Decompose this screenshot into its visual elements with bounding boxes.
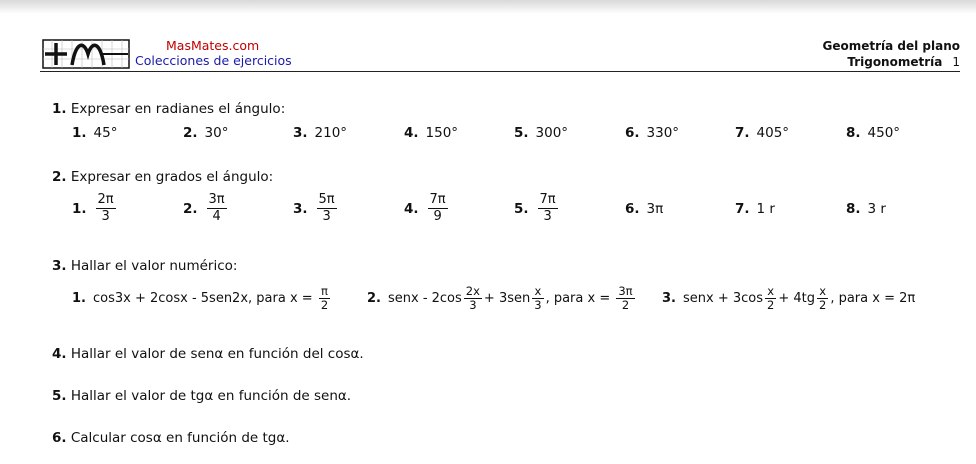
q2-item: 2. $\frac{3\pi}{4}$ — [183, 192, 225, 224]
topic-title: Trigonometría — [847, 55, 943, 69]
question-2: 2. Expresar en grados el ángulo: — [52, 169, 274, 185]
q2-item: 1. $\frac{2\pi}{3}$ — [72, 192, 114, 224]
page-number: 1 — [952, 55, 960, 69]
subject-title: Geometría del plano — [822, 39, 960, 53]
masmates-logo — [42, 39, 130, 69]
q2-item: 5. $\frac{7\pi}{3}$ — [514, 192, 556, 224]
q1-item: 4. 150° — [404, 125, 459, 141]
q1-item: 3. 210° — [293, 125, 348, 141]
question-2-title: Expresar en grados el ángulo: — [70, 169, 274, 185]
question-6-title: Calcular cosα en función de tgα. — [70, 430, 290, 446]
q3-expression-1: 1. cos3x + 2cosx - 5sen2x, para x = $\frac{\pi}{2}$ — [72, 284, 329, 312]
q1-item: 8. 450° — [846, 125, 901, 141]
q2-item: 4. $\frac{7\pi}{9}$ — [404, 192, 446, 224]
question-4-title: Hallar el valor de senα en función del cosα. — [70, 346, 364, 362]
question-5-title: Hallar el valor de tgα en función de senα. — [70, 388, 352, 404]
site-name[interactable]: MasMates.com — [166, 38, 260, 53]
question-1-title: Expresar en radianes el ángulo: — [70, 101, 286, 117]
q2-item: 7. 1 r — [735, 201, 775, 217]
brand-text — [135, 38, 292, 68]
question-6: 6. Calcular cosα en función de tgα. — [52, 430, 290, 446]
question-4: 4. Hallar el valor de senα en función del cosα. — [52, 346, 364, 362]
header-divider — [40, 71, 960, 72]
q1-item: 5. 300° — [514, 125, 569, 141]
question-3: 3. Hallar el valor numérico: — [52, 258, 238, 274]
q1-item: 6. 330° — [625, 125, 680, 141]
collection-name[interactable]: Colecciones de ejercicios — [135, 53, 292, 68]
q3-expression-3: 3. senx + 3cos $\frac{x}{2}$ + 4tg $\frac{x}{2}$ , para x = 2π — [662, 284, 916, 312]
q3-expression-2: 2. senx - 2cos $\frac{2x}{3}$ + 3sen $\frac{x}{3}$ , para x = $\frac{3\pi}{2}$ — [367, 284, 633, 312]
q2-item: 3. $\frac{5\pi}{3}$ — [293, 192, 335, 224]
page-header — [40, 38, 960, 72]
question-5: 5. Hallar el valor de tgα en función de senα. — [52, 388, 352, 404]
question-3-title: Hallar el valor numérico: — [70, 258, 238, 274]
question-1: 1. Expresar en radianes el ángulo: — [52, 101, 286, 117]
q1-item: 7. 405° — [735, 125, 790, 141]
q2-item: 8. 3 r — [846, 201, 886, 217]
header-right — [822, 38, 960, 70]
q1-item: 2. 30° — [183, 125, 229, 141]
q1-item: 1. 45° — [72, 125, 118, 141]
top-shadow — [0, 0, 976, 14]
q2-item: 6. 3π — [625, 201, 664, 217]
